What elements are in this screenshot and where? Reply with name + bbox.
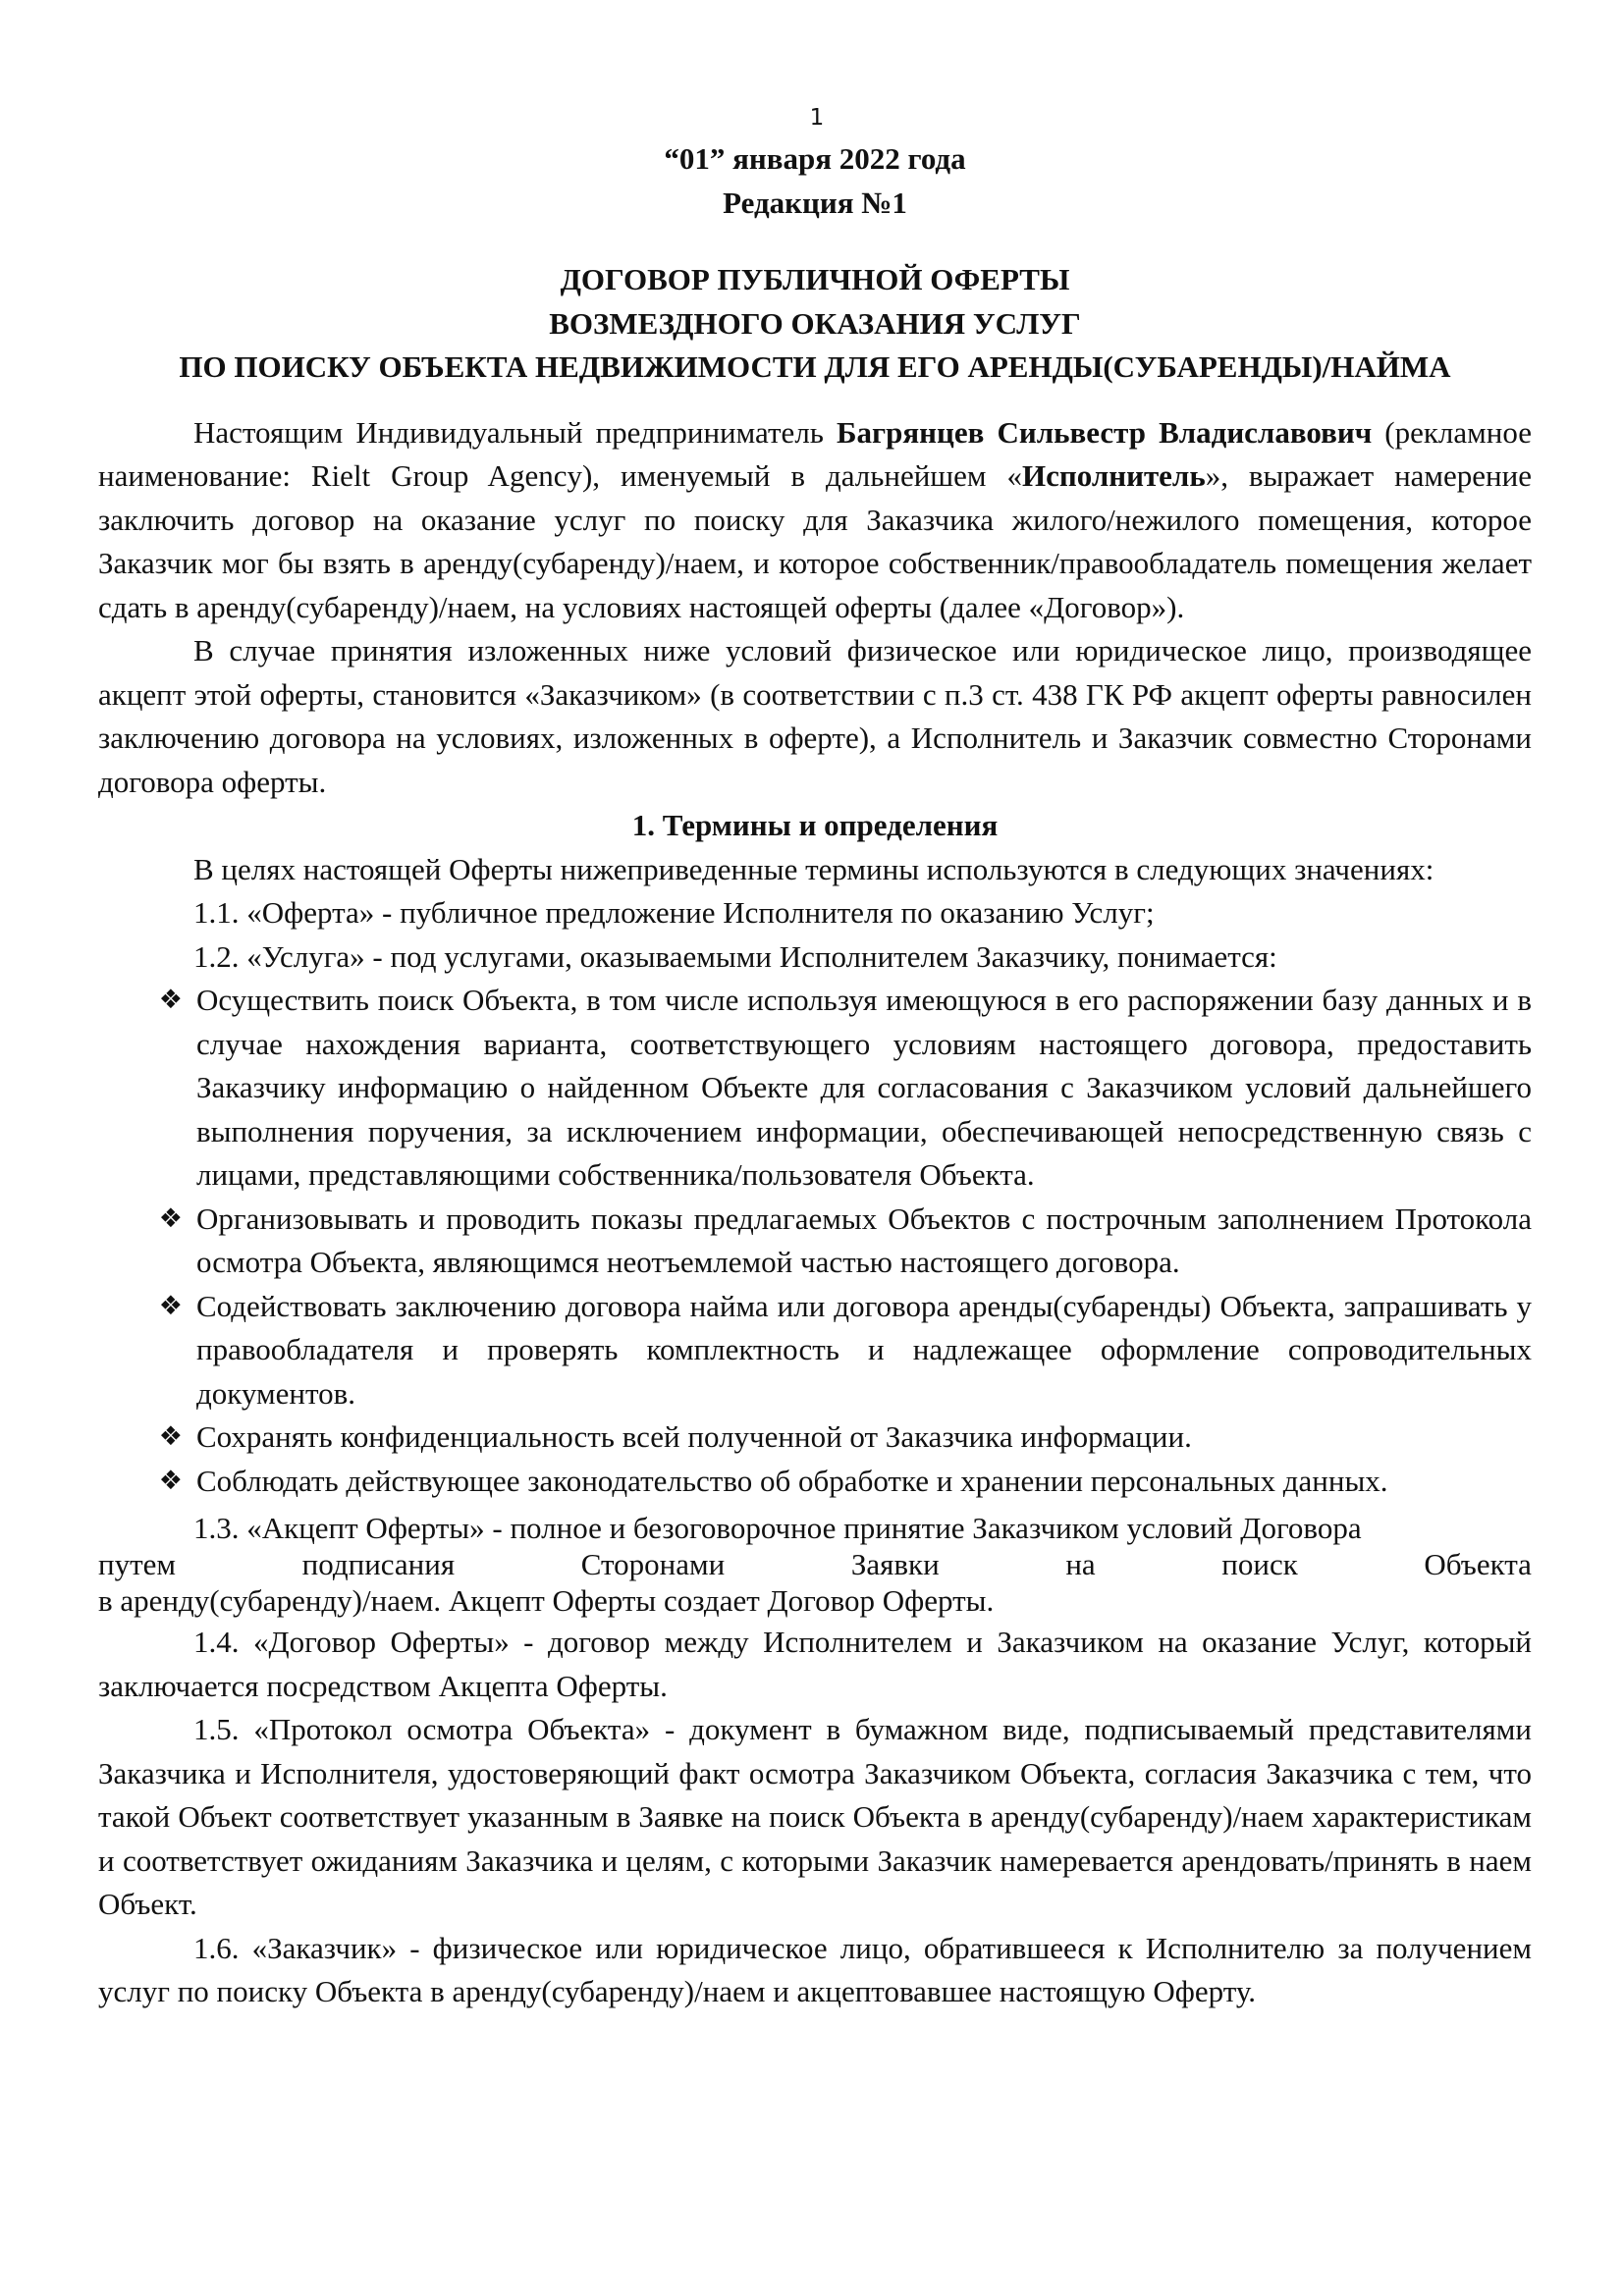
intro-text-c: », выражает намерение заключить договор на оказание услуг по поиску для Заказчика жилого/нежилого помещения, которое Заказчик мог бы взять в аренду(субаренду)/наем, и которое собственник/правообладатель помещения желает сдать в аренду(субаренду)/наем, на условиях настоящей оферты (далее «Договор»). <box>98 458 1532 624</box>
intro-text-a: Настоящим Индивидуальный предприниматель <box>193 414 838 450</box>
term-1-6: 1.6. «Заказчик» - физическое или юридическое лицо, обратившееся к Исполнителю за получением услуг по поиску Объекта в аренду(субаренду)/наем и акцептовавшее настоящую Оферту. <box>98 1930 1532 2008</box>
section-1-heading: 1. Термины и определения <box>631 808 999 842</box>
term-word: поиск <box>1221 1547 1298 1581</box>
term-word: на <box>1065 1547 1096 1581</box>
term-1-5: 1.5. «Протокол осмотра Объекта» - документ в бумажном виде, подписываемый представителями Заказчика и Исполнителя, удостоверяющий факт осмотра Заказчиком Объекта, согласия Заказчика с тем, что такой Объект соответствует указанным в Заявке на поиск Объекта в аренду(субаренду)/наем характеристикам и соответствует ожиданиям Заказчика и целям, с которыми Заказчик намеревается арендовать/принять в наем Объект. <box>98 1712 1532 1921</box>
bullet-text: Организовывать и проводить показы предлагаемых Объектов с построчным заполнением Протокола осмотра Объекта, являющимся неотъемлемой частью настоящего договора. <box>196 1201 1532 1279</box>
term-word: Сторонами <box>580 1547 726 1581</box>
bullet-diamond-icon: ❖ <box>158 1465 183 1496</box>
term-1-1: 1.1. «Оферта» - публичное предложение Исполнителя по оказанию Услуг; <box>193 895 1155 930</box>
term-word: Объекта <box>1424 1547 1532 1581</box>
term-word: Заявки <box>850 1547 940 1581</box>
term-1-4: 1.4. «Договор Оферты» - договор между Исполнителем и Заказчиком на оказание Услуг, который заключается посредством Акцепта Оферты. <box>98 1625 1532 1703</box>
term-1-3-line-1: 1.3. «Акцепт Оферты» - полное и безоговорочное принятие Заказчиком условий Договора <box>193 1511 1362 1545</box>
bullet-diamond-icon: ❖ <box>158 1290 183 1321</box>
page-number: 1 <box>809 105 825 131</box>
intro-text-b: (рекламное наименование: Rielt Group Agency), именуемый в дальнейшем « <box>98 414 1532 493</box>
bullet-diamond-icon: ❖ <box>158 1202 183 1234</box>
service-bullet <box>98 1198 1532 1285</box>
service-bullet <box>98 979 1532 1198</box>
service-bullet <box>98 1285 1532 1416</box>
document-title-line-1: ДОГОВОР ПУБЛИЧНОЙ ОФЕРТЫ <box>560 262 1070 296</box>
term-1-2: 1.2. «Услуга» - под услугами, оказываемыми Исполнителем Заказчику, понимается: <box>193 938 1277 974</box>
bullet-text: Сохранять конфиденциальность всей полученной от Заказчика информации. <box>196 1419 1192 1454</box>
term-1-3 <box>98 1509 1532 1621</box>
document-page <box>98 98 1532 2014</box>
service-bullet <box>98 1460 1532 1504</box>
section-1-lead: В целях настоящей Оферты нижеприведенные термины используются в следующих значениях: <box>193 851 1434 886</box>
document-date: “01” января 2022 года <box>664 141 966 176</box>
term-word: путем <box>98 1547 177 1581</box>
executor-name: Багрянцев Сильвестр Владиславович <box>837 414 1373 450</box>
document-title-line-3: ПО ПОИСКУ ОБЪЕКТА НЕДВИЖИМОСТИ ДЛЯ ЕГО АРЕНДЫ(СУБАРЕНДЫ)/НАЙМА <box>179 349 1451 384</box>
service-bullet <box>98 1415 1532 1460</box>
bullet-text: Соблюдать действующее законодательство об обработке и хранении персональных данных. <box>196 1463 1388 1498</box>
bullet-text: Содействовать заключению договора найма или договора аренды(субаренды) Объекта, запрашивать у правообладателя и проверять комплектность и надлежащее оформление сопроводительных документов. <box>196 1288 1532 1411</box>
bullet-text: Осуществить поиск Объекта, в том числе используя имеющуюся в его распоряжении базу данных и в случае нахождения варианта, соответствующего условиям настоящего договора, предоставить Заказчику информацию о найденном Объекте для согласования с Заказчиком условий дальнейшего выполнения поручения, за исключением информации, обеспечивающей непосредственную связь с лицами, представляющими собственника/пользователя Объекта. <box>196 983 1532 1192</box>
term-1-3-line-2 <box>98 1548 1532 1581</box>
executor-term: Исполнитель <box>1022 458 1206 493</box>
term-1-3-line-3: в аренду(субаренду)/наем. Акцепт Оферты создает Договор Оферты. <box>98 1583 995 1618</box>
term-word: подписания <box>301 1547 456 1581</box>
bullet-diamond-icon: ❖ <box>158 985 183 1015</box>
intro-paragraph-2: В случае принятия изложенных ниже условий физическое или юридическое лицо, производящее акцепт этой оферты, становится «Заказчиком» (в соответствии с п.3 ст. 438 ГК РФ акцепт оферты равносилен заключению договора на условиях, изложенных в оферте), а Исполнитель и Заказчик совместно Сторонами договора оферты. <box>98 633 1532 799</box>
intro-paragraph-1 <box>98 411 1532 630</box>
bullet-diamond-icon: ❖ <box>158 1421 183 1452</box>
document-title-line-2: ВОЗМЕЗДНОГО ОКАЗАНИЯ УСЛУГ <box>549 305 1081 341</box>
document-edition: Редакция №1 <box>723 185 907 220</box>
